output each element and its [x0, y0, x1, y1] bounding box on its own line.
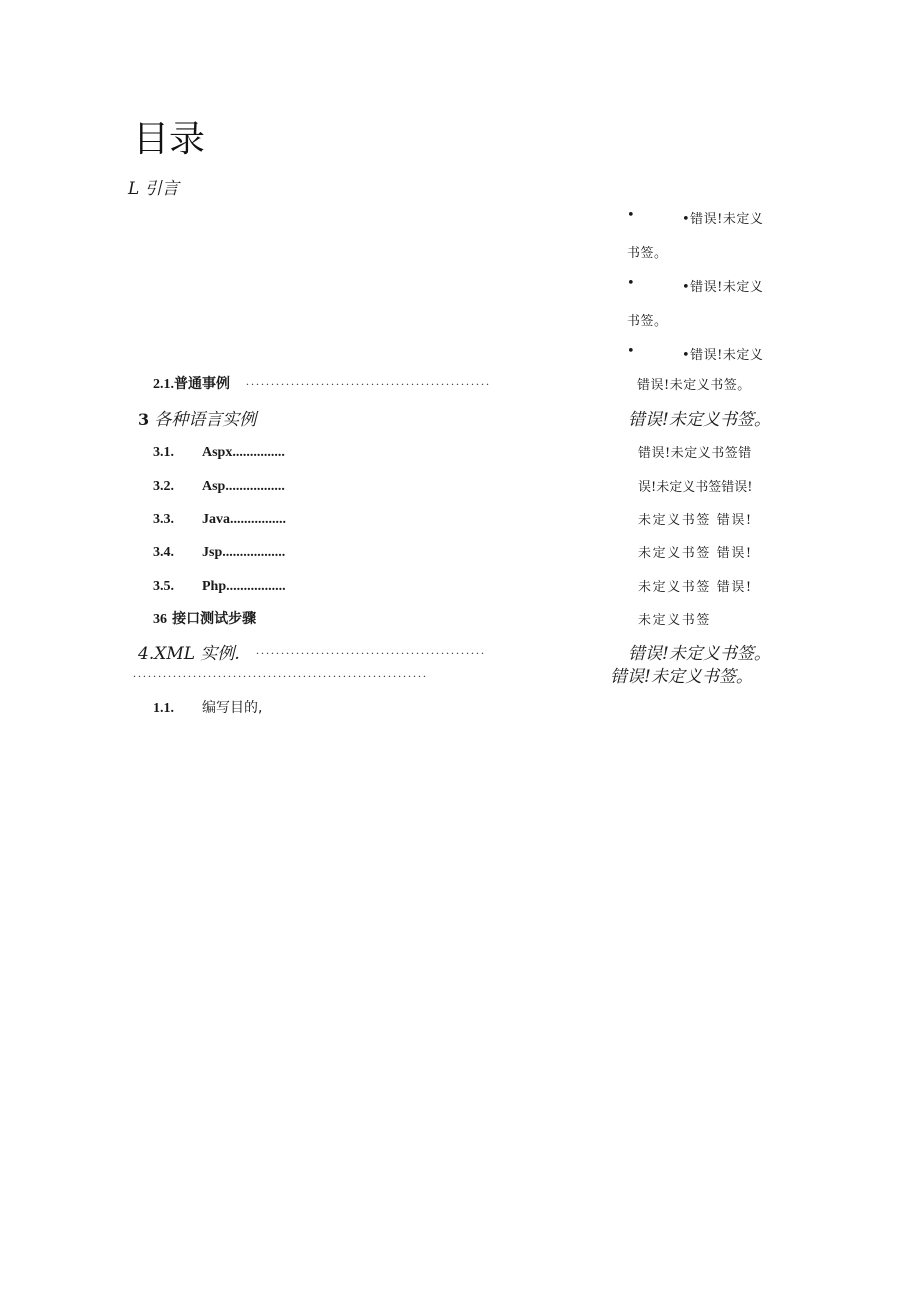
toc-entry-3-1[interactable] — [153, 441, 285, 461]
entry-number: 3.3. — [153, 512, 174, 527]
dot-leader: ............... — [232, 445, 285, 460]
entry-number: 3.5. — [153, 579, 174, 594]
entry-page-ref: 未定义书签 错误! — [638, 546, 753, 561]
entry-page-ref: 错误!未定义书签。 — [637, 378, 751, 393]
entry-page-ref: 错误!未定义书签错 — [638, 446, 752, 461]
dot-leader: ........................................................... — [133, 666, 428, 680]
entry-label: 接口测试步骤 — [172, 610, 257, 626]
dot-leader: ................ — [230, 512, 286, 527]
toc-intro-entry[interactable]: L 引言 — [128, 179, 179, 199]
entry-page-ref: 错误!未定义书签。 — [610, 667, 753, 687]
entry-label: Aspx — [202, 445, 233, 460]
entry-number: 1.1. — [153, 701, 174, 716]
dot-leader: ................. — [226, 579, 286, 594]
entry-number: 3.4. — [153, 545, 174, 560]
dot-leader: ................................................. — [246, 374, 491, 388]
entry-page-ref: 错误!未定义书签。 — [628, 644, 771, 664]
bullet-error-text: •错误!未定义 — [682, 280, 764, 295]
entry-page-ref: 错误!未定义书签。 — [628, 410, 771, 430]
bullet-error-text: •错误!未定义 — [682, 212, 764, 227]
toc-entry-3-6[interactable] — [153, 608, 256, 628]
toc-entry-2-1[interactable] — [153, 373, 230, 393]
entry-label: Php — [202, 579, 227, 594]
bullet-marker: • — [627, 276, 635, 291]
entry-number: 36 — [153, 612, 167, 627]
dot-leader: .................. — [222, 545, 286, 560]
toc-entry-1-1[interactable] — [153, 697, 262, 717]
toc-entry-4[interactable]: 4.XML 实例. — [138, 644, 240, 664]
dot-leader: ................. — [225, 479, 285, 494]
entry-page-ref: 误!未定义书签错误! — [638, 480, 753, 495]
toc-entry-3-3[interactable] — [153, 508, 286, 528]
bullet-error-text-cont: 书签。 — [627, 314, 668, 329]
entry-label: 编写目的, — [202, 700, 263, 716]
dot-leader: .............................................. — [256, 643, 486, 657]
entry-label: Jsp — [202, 545, 223, 560]
bullet-marker: • — [627, 208, 635, 223]
entry-number: 3.1. — [153, 445, 174, 460]
entry-page-ref: 未定义书签 — [638, 613, 712, 628]
entry-number: 3 — [138, 410, 150, 429]
entry-label: 各种语言实例 — [154, 410, 257, 430]
entry-label: Asp — [202, 479, 226, 494]
bullet-marker: • — [627, 344, 635, 359]
toc-entry-3-5[interactable] — [153, 575, 286, 595]
bullet-error-text-cont: 书签。 — [627, 246, 668, 261]
bullet-error-text: •错误!未定义 — [682, 348, 764, 363]
entry-number: 2.1. — [153, 377, 174, 392]
page-title: 目录 — [133, 119, 206, 160]
entry-page-ref: 未定义书签 错误! — [638, 580, 753, 595]
toc-entry-3-4[interactable] — [153, 541, 285, 561]
entry-number: 3.2. — [153, 479, 174, 494]
entry-label: Java — [202, 512, 230, 527]
entry-page-ref: 未定义书签 错误! — [638, 513, 753, 528]
entry-label: 普通事例 — [174, 375, 230, 391]
toc-entry-3[interactable] — [138, 405, 256, 430]
toc-entry-3-2[interactable] — [153, 475, 285, 495]
